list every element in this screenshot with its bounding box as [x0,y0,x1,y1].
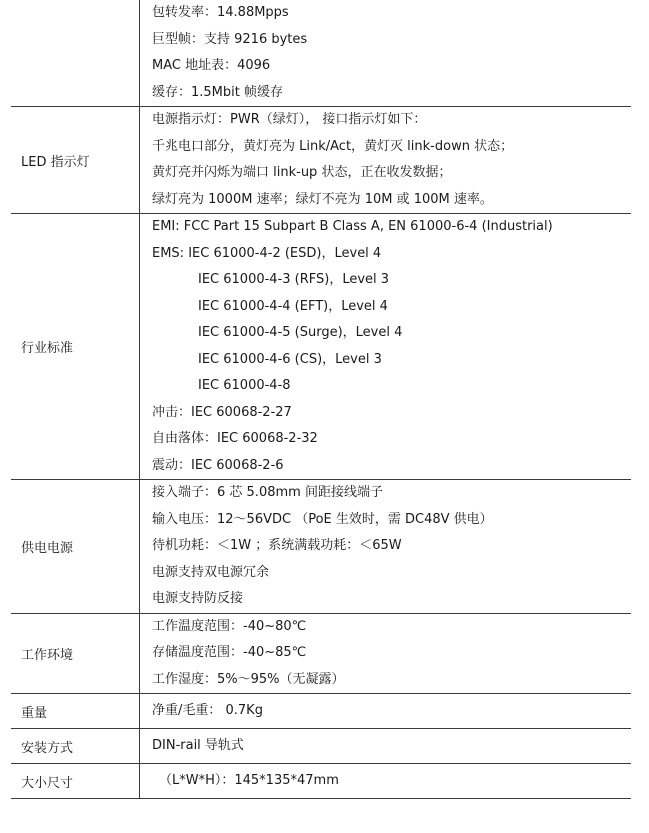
spec-row-dimensions [11,764,631,799]
row-label [11,0,140,107]
spec-line: 震动：IEC 60068-2-6 [152,457,284,473]
spec-line: 电源支持防反接 [152,591,244,606]
row-label: 大小尺寸 [11,764,140,799]
spec-line: IEC 61000-4-4 (EFT)，Level 4 [198,298,388,314]
spec-line: 冲击：IEC 60068-2-27 [152,404,292,420]
spec-line: （L*W*H）：145*135*47mm [159,773,339,788]
spec-line: 接入端子：6 芯 5.08mm 间距接线端子 [152,485,383,500]
spec-line: 输入电压：12～56VDC （PoE 生效时，需 DC48V 供电） [152,511,493,527]
spec-line: IEC 61000-4-8 [198,378,291,393]
spec-line: 电源支持双电源冗余 [152,564,270,580]
spec-line: 工作温度范围：-40~80℃ [152,618,307,634]
row-label: 重量 [11,694,140,729]
spec-line: MAC 地址表：4096 [152,58,271,73]
spec-line: IEC 61000-4-3 (RFS)，Level 3 [198,272,390,287]
row-values [140,480,632,614]
row-values [140,729,632,764]
spec-row-performance [11,0,631,107]
spec-row-mounting [11,729,631,764]
spec-line: 净重/毛重： 0.7Kg [152,703,263,718]
row-label: 安装方式 [11,729,140,764]
spec-row-standards [11,214,631,480]
row-label: 供电电源 [11,480,140,614]
row-values [140,613,632,694]
spec-line: 黄灯亮并闪烁为端口 link-up 状态，正在收发数据； [152,165,452,180]
row-label: 行业标准 [11,214,140,480]
spec-line: IEC 61000-4-5 (Surge)，Level 4 [198,325,403,340]
row-values [140,764,632,799]
spec-line: IEC 61000-4-6 (CS)，Level 3 [198,351,382,367]
spec-row-environment [11,613,631,694]
spec-line: 自由落体：IEC 60068-2-32 [152,431,318,446]
row-values [140,694,632,729]
row-label: 工作环境 [11,613,140,694]
spec-line: 缓存：1.5Mbit 帧缓存 [152,84,283,100]
spec-row-power [11,480,631,614]
spec-row-weight [11,694,631,729]
row-values [140,107,632,214]
row-values [140,0,632,107]
spec-line: 电源指示灯：PWR（绿灯）， 接口指示灯如下： [152,112,427,127]
spec-row-led [11,107,631,214]
spec-line: 绿灯亮为 1000M 速率；绿灯不亮为 10M 或 100M 速率。 [152,191,493,207]
spec-table [11,0,631,799]
row-label: LED 指示灯 [11,107,140,214]
spec-line: EMS: IEC 61000-4-2 (ESD)，Level 4 [152,245,382,261]
spec-line: 千兆电口部分，黄灯亮为 Link/Act，黄灯灭 link-down 状态； [152,138,514,154]
spec-line: EMI: FCC Part 15 Subpart B Class A, EN 61000-6-4 (Industrial) [152,219,553,234]
spec-line: 巨型帧：支持 9216 bytes [152,31,308,47]
spec-line: 包转发率：14.88Mpps [152,5,289,20]
spec-line: 存储温度范围：-40~85℃ [152,645,307,660]
row-values [140,214,632,480]
spec-line: 待机功耗：＜1W ；系统满载功耗：＜65W [152,538,402,553]
spec-line: 工作湿度：5%～95%（无凝露） [152,671,345,687]
spec-line: DIN-rail 导轨式 [152,738,244,753]
